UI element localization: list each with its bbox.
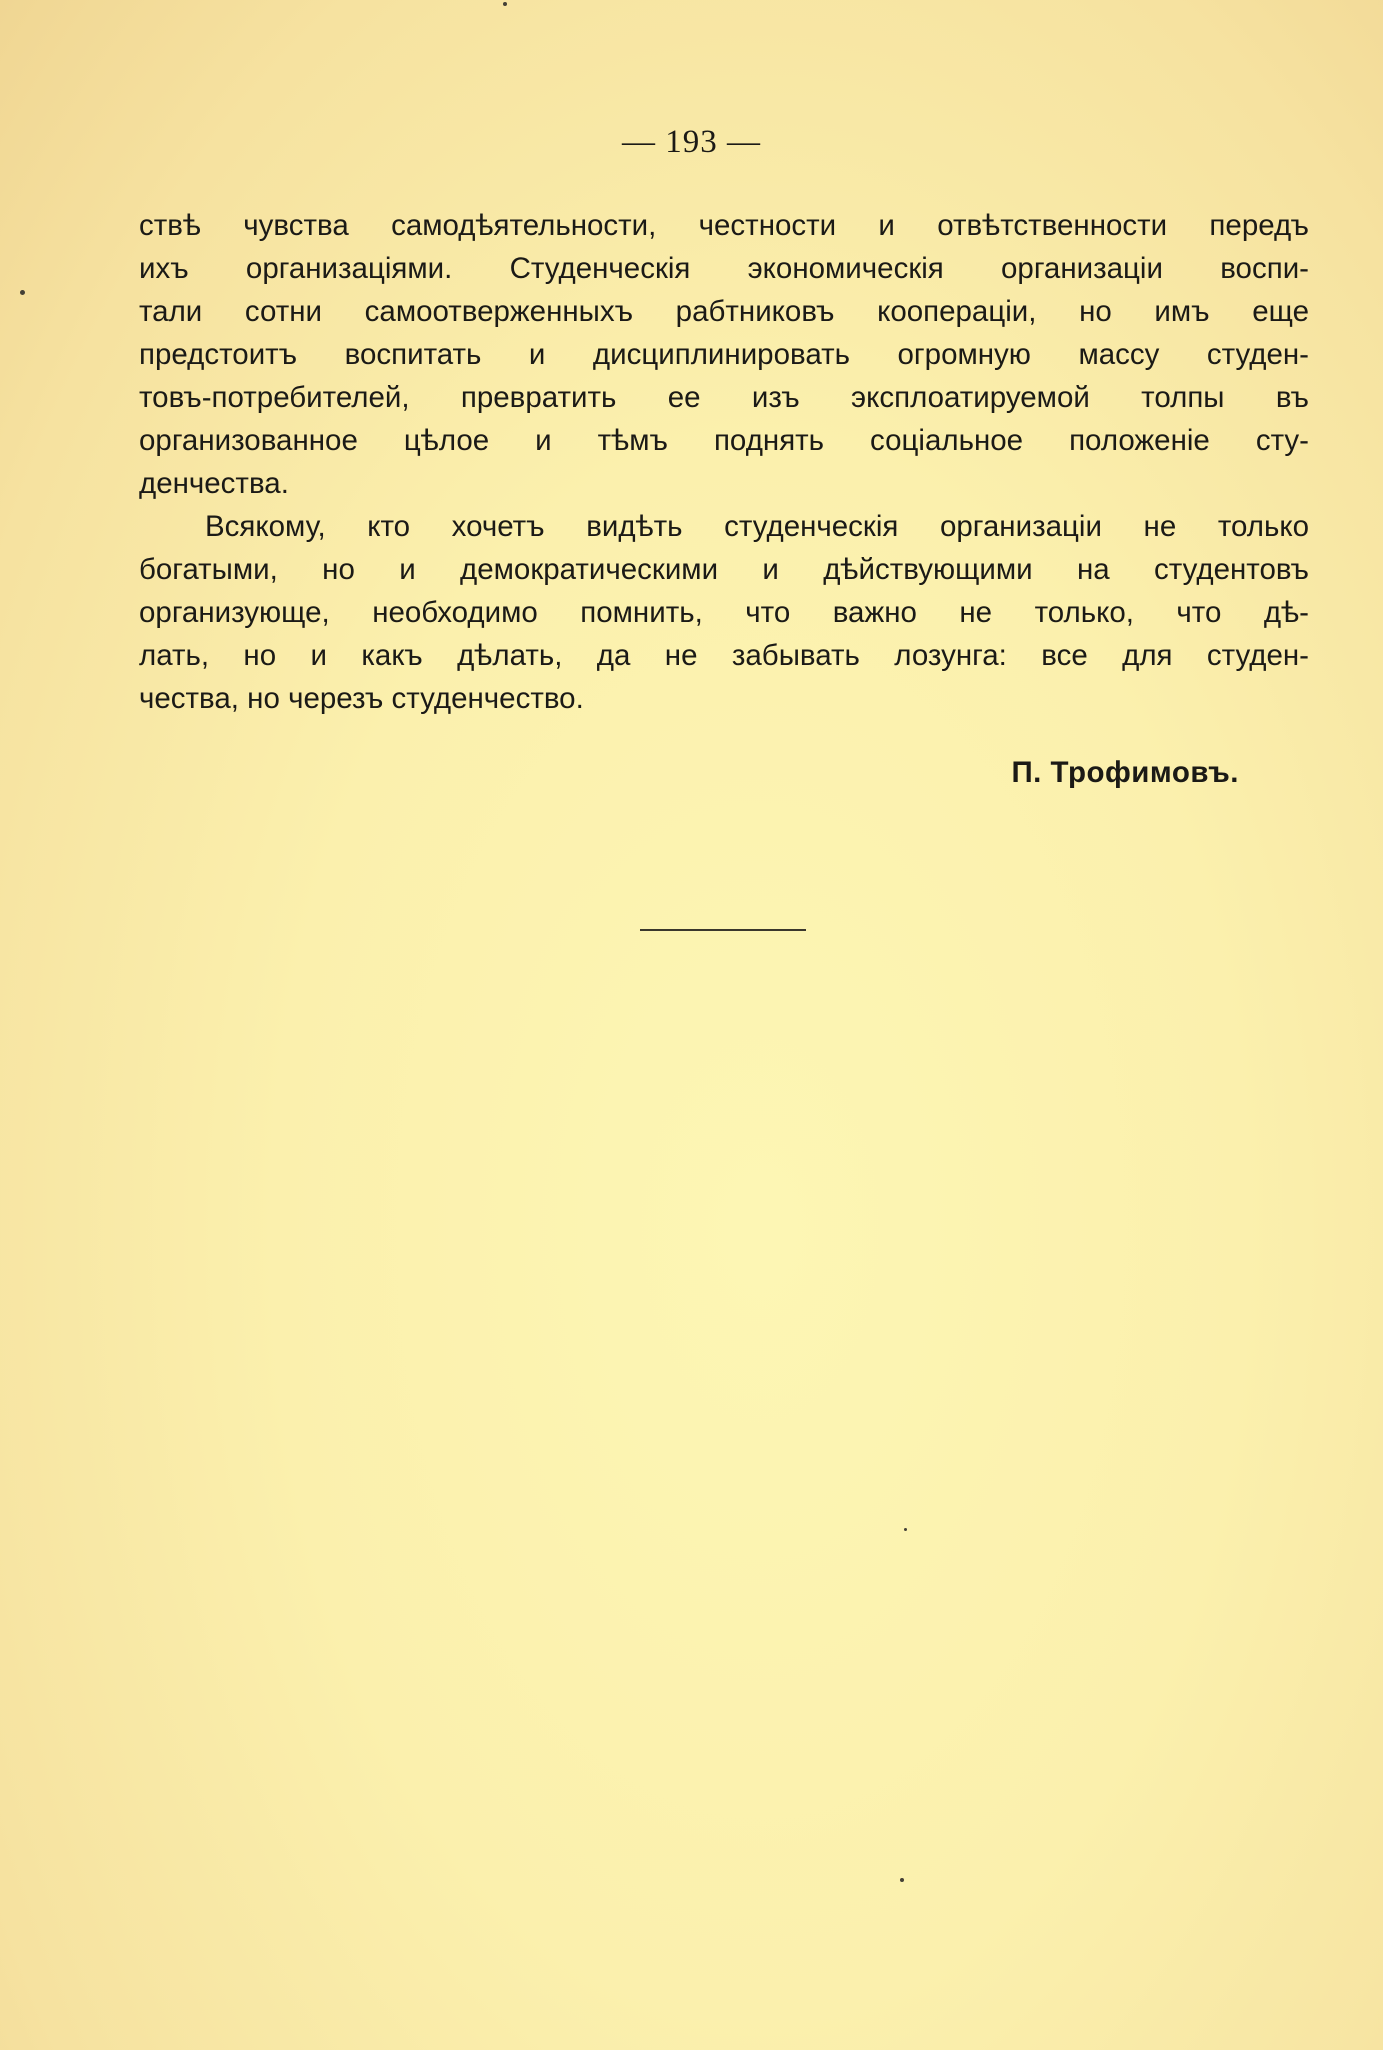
text-line: ихъ организаціями. Студенческія экономическія организаціи воспи-: [139, 252, 1309, 285]
article-body: [139, 204, 1309, 720]
paper-speck: [900, 1878, 904, 1882]
text-line: предстоитъ воспитать и дисциплинировать огромную массу студен-: [139, 338, 1309, 371]
section-divider: [640, 929, 806, 931]
text-line: лать, но и какъ дѣлать, да не забывать лозунга: все для студен-: [139, 639, 1309, 672]
text-line: денчества.: [139, 467, 289, 500]
paper-speck: [20, 290, 25, 295]
text-line: товъ-потребителей, превратить ее изъ эксплоатируемой толпы въ: [139, 381, 1309, 414]
author-signature: П. Трофимовъ.: [1011, 756, 1239, 789]
text-line: тали сотни самоотверженныхъ рабтниковъ коопераціи, но имъ еще: [139, 295, 1309, 328]
text-line: ствѣ чувства самодѣятельности, честности и отвѣтственности передъ: [139, 209, 1309, 242]
text-line: чества, но черезъ студенчество.: [139, 682, 584, 715]
paper-speck: [904, 1528, 907, 1531]
paper-speck: [503, 2, 507, 6]
text-line: организованное цѣлое и тѣмъ поднять соціальное положеніе сту-: [139, 424, 1309, 457]
page-number: — 193 —: [622, 124, 761, 160]
text-line: организующе, необходимо помнить, что важно не только, что дѣ-: [139, 596, 1309, 629]
paragraph-1: [139, 204, 1309, 505]
paragraph-2: [139, 505, 1309, 720]
text-line: Всякому, кто хочетъ видѣть студенческія организаціи не только: [205, 510, 1309, 543]
text-line: богатыми, но и демократическими и дѣйствующими на студентовъ: [139, 553, 1309, 586]
